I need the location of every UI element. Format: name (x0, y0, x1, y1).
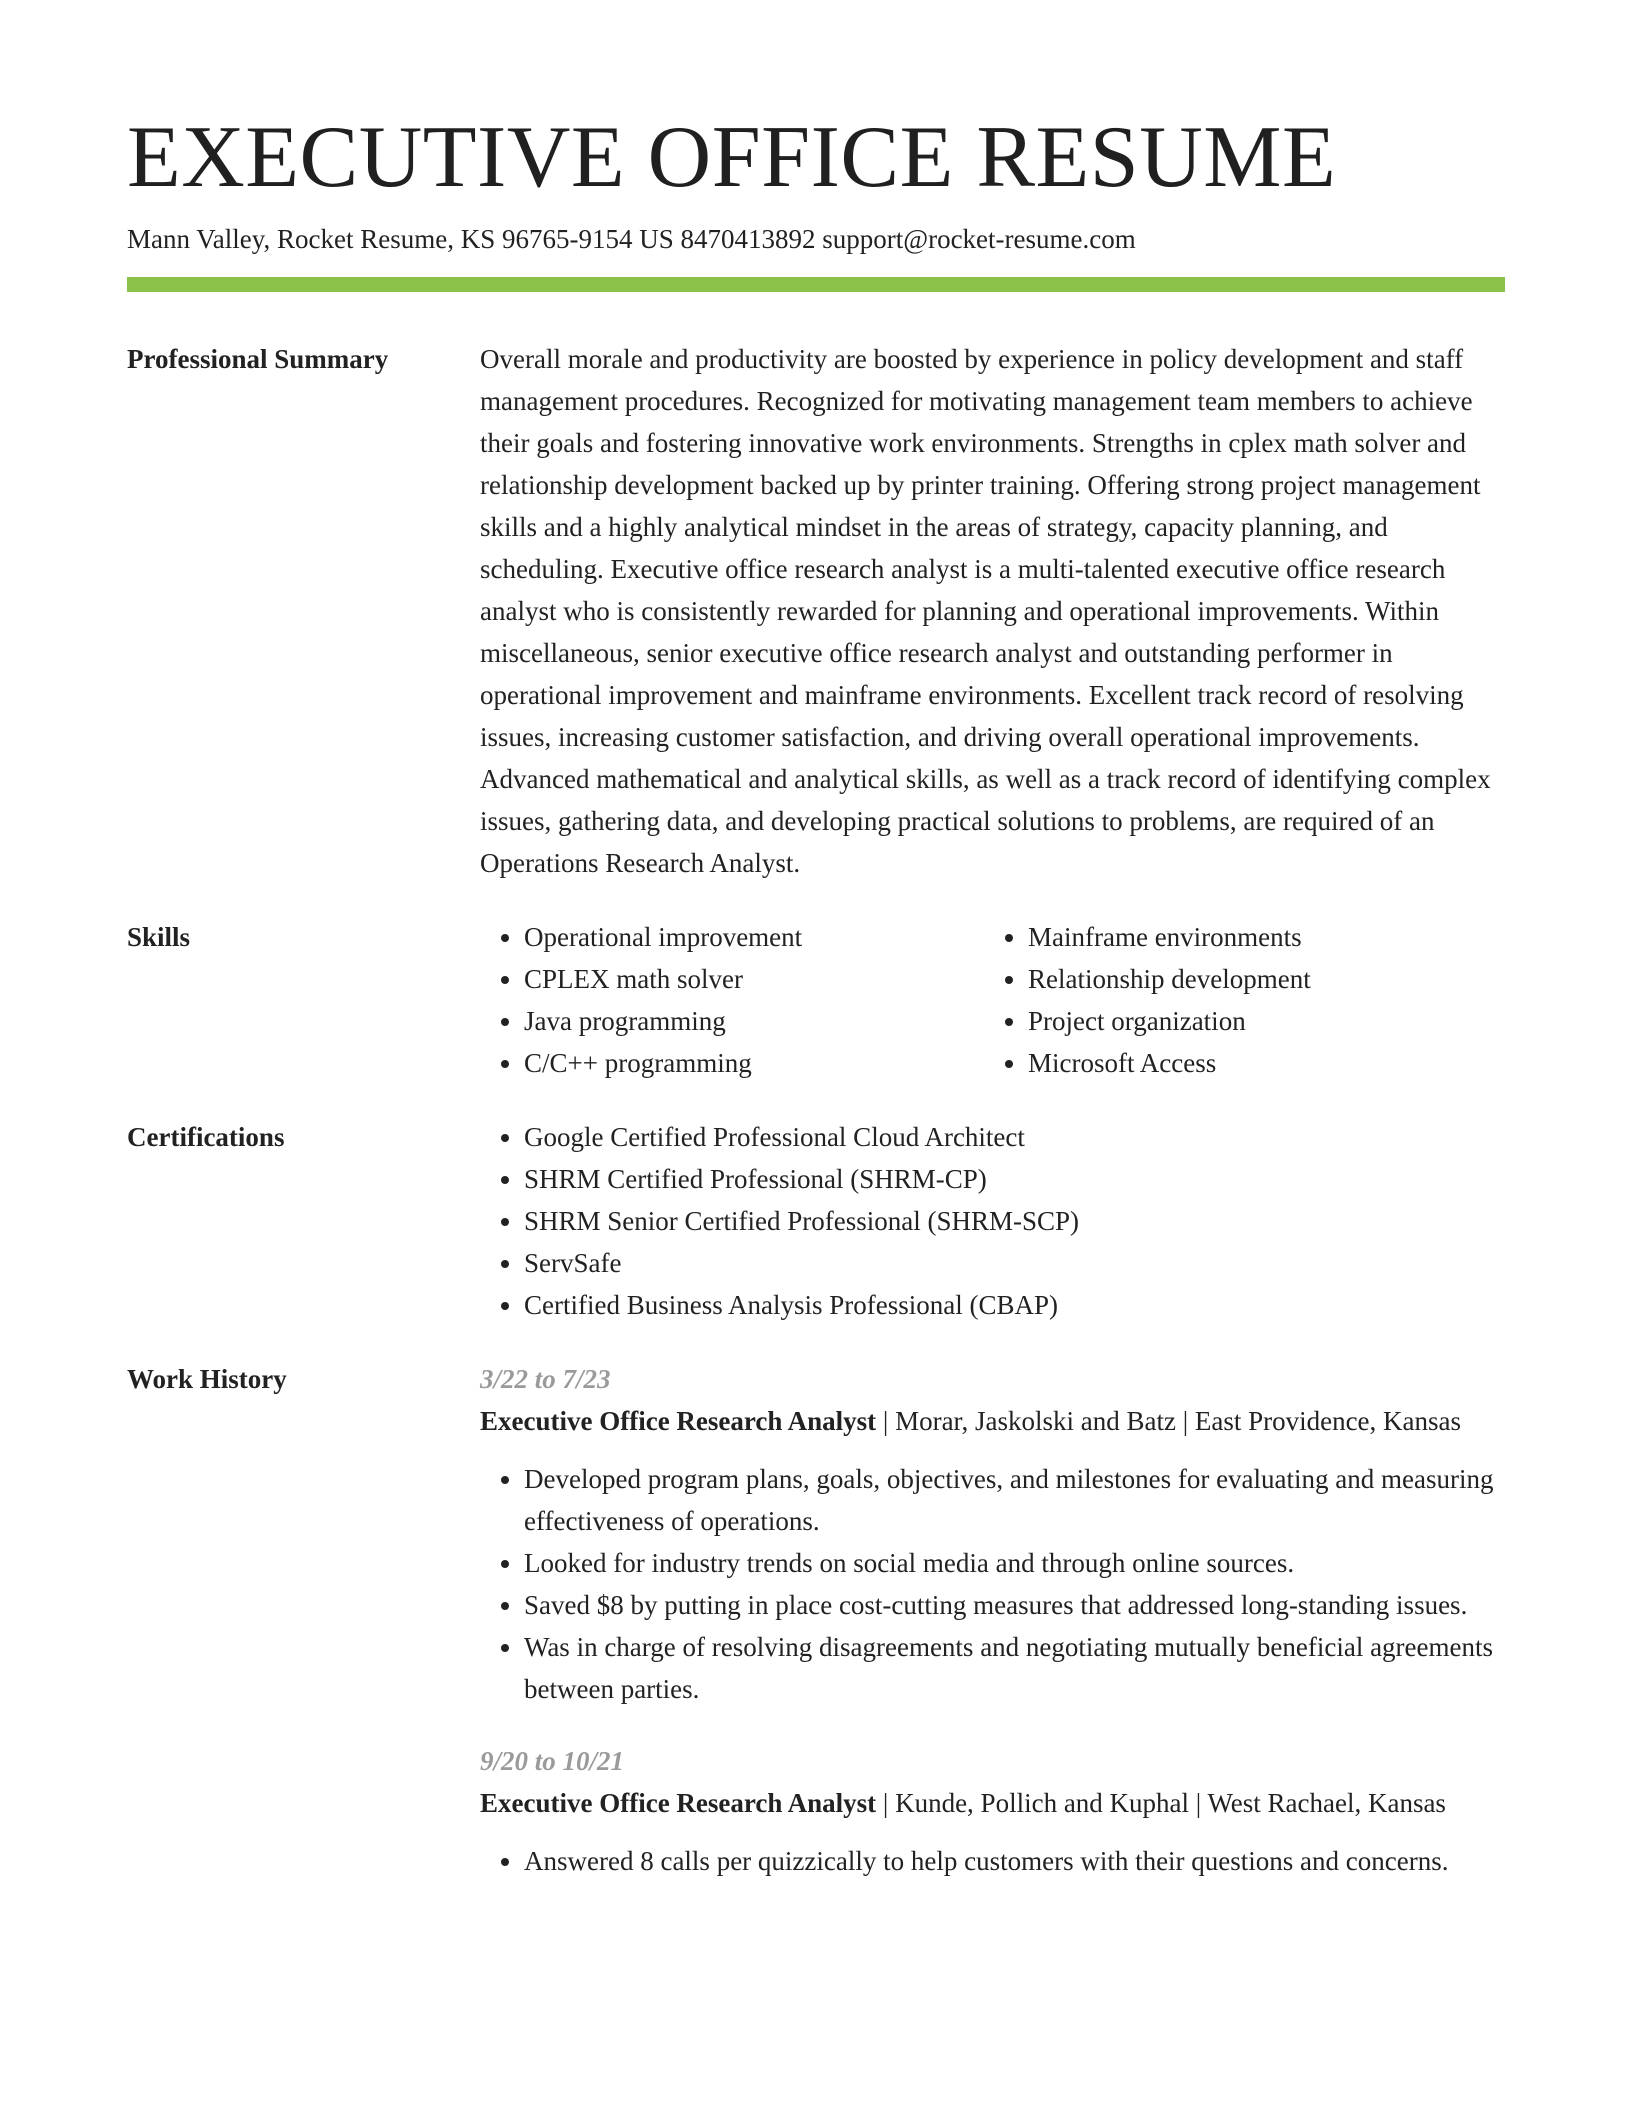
list-item: • Java programming (524, 1000, 984, 1042)
list-item: • C/C++ programming (524, 1042, 984, 1084)
job-details: | Kunde, Pollich and Kuphal | West Rachael, Kansas (876, 1788, 1446, 1819)
skills-grid (480, 916, 1505, 1084)
summary-section (127, 338, 1505, 884)
section-label-skills: Skills (127, 922, 191, 953)
job-bullets (480, 1840, 1505, 1882)
certifications-list (480, 1116, 1505, 1326)
resume-title: EXECUTIVE OFFICE RESUME (127, 109, 1337, 206)
list-item: • Answered 8 calls per quizzically to help customers with their questions and concerns. (524, 1840, 1505, 1882)
list-item: • ServSafe (524, 1242, 1505, 1284)
job-entry (480, 1358, 1505, 1710)
contact-line: Mann Valley, Rocket Resume, KS 96765-9154 US 8470413892 support@rocket-resume.com (127, 224, 1136, 255)
job-bullets (480, 1458, 1505, 1710)
skills-body (480, 916, 1505, 1084)
list-item: • Certified Business Analysis Professional (CBAP) (524, 1284, 1505, 1326)
job-entry (480, 1740, 1505, 1882)
skills-list-left (480, 916, 984, 1084)
job-title: Executive Office Research Analyst (480, 1788, 877, 1819)
list-item: • Operational improvement (524, 916, 984, 958)
header-divider (127, 277, 1505, 292)
list-item: • Mainframe environments (1028, 916, 1488, 958)
list-item: • Project organization (1028, 1000, 1488, 1042)
skills-section (127, 916, 1505, 1084)
certifications-body (480, 1116, 1505, 1326)
section-label-summary: Professional Summary (127, 344, 389, 375)
list-item: • SHRM Senior Certified Professional (SHRM-SCP) (524, 1200, 1505, 1242)
section-label-certifications: Certifications (127, 1122, 285, 1153)
list-item: • Was in charge of resolving disagreements and negotiating mutually beneficial agreements between parties. (524, 1626, 1505, 1710)
job-details: | Morar, Jaskolski and Batz | East Providence, Kansas (876, 1406, 1462, 1437)
skills-list-right (984, 916, 1488, 1084)
list-item: • SHRM Certified Professional (SHRM-CP) (524, 1158, 1505, 1200)
list-item: • Looked for industry trends on social media and through online sources. (524, 1542, 1505, 1584)
work-history-section (127, 1358, 1505, 1912)
work-history-body (480, 1358, 1505, 1912)
list-item: • CPLEX math solver (524, 958, 984, 1000)
list-item: • Saved $8 by putting in place cost-cutting measures that addressed long-standing issues. (524, 1584, 1505, 1626)
summary-text: Overall morale and productivity are boosted by experience in policy development and staff management procedures. Recognized for motivating management team members to achieve their goals and fostering innovative work environments. Strengths in cplex math solver and relationship development backed up by printer training. Offering strong project management skills and a highly analytical mindset in the areas of strategy, capacity planning, and scheduling. Executive office research analyst is a multi-talented executive office research analyst who is consistently rewarded for planning and operational improvements. Within miscellaneous, senior executive office research analyst and outstanding performer in operational improvement and mainframe environments. Excellent track record of resolving issues, increasing customer satisfaction, and driving overall operational improvements. Advanced mathematical and analytical skills, as well as a track record of identifying complex issues, gathering data, and developing practical solutions to problems, are required of an Operations Research Analyst. (480, 344, 1491, 879)
job-header (480, 1782, 1505, 1824)
section-label-work-history: Work History (127, 1364, 287, 1395)
job-title: Executive Office Research Analyst (480, 1406, 877, 1437)
job-dates: 3/22 to 7/23 (480, 1364, 611, 1395)
job-dates: 9/20 to 10/21 (480, 1746, 625, 1777)
certifications-section (127, 1116, 1505, 1326)
list-item: • Google Certified Professional Cloud Architect (524, 1116, 1505, 1158)
list-item: • Microsoft Access (1028, 1042, 1488, 1084)
list-item: • Developed program plans, goals, objectives, and milestones for evaluating and measuring effectiveness of operations. (524, 1458, 1505, 1542)
list-item: • Relationship development (1028, 958, 1488, 1000)
job-header (480, 1400, 1505, 1442)
